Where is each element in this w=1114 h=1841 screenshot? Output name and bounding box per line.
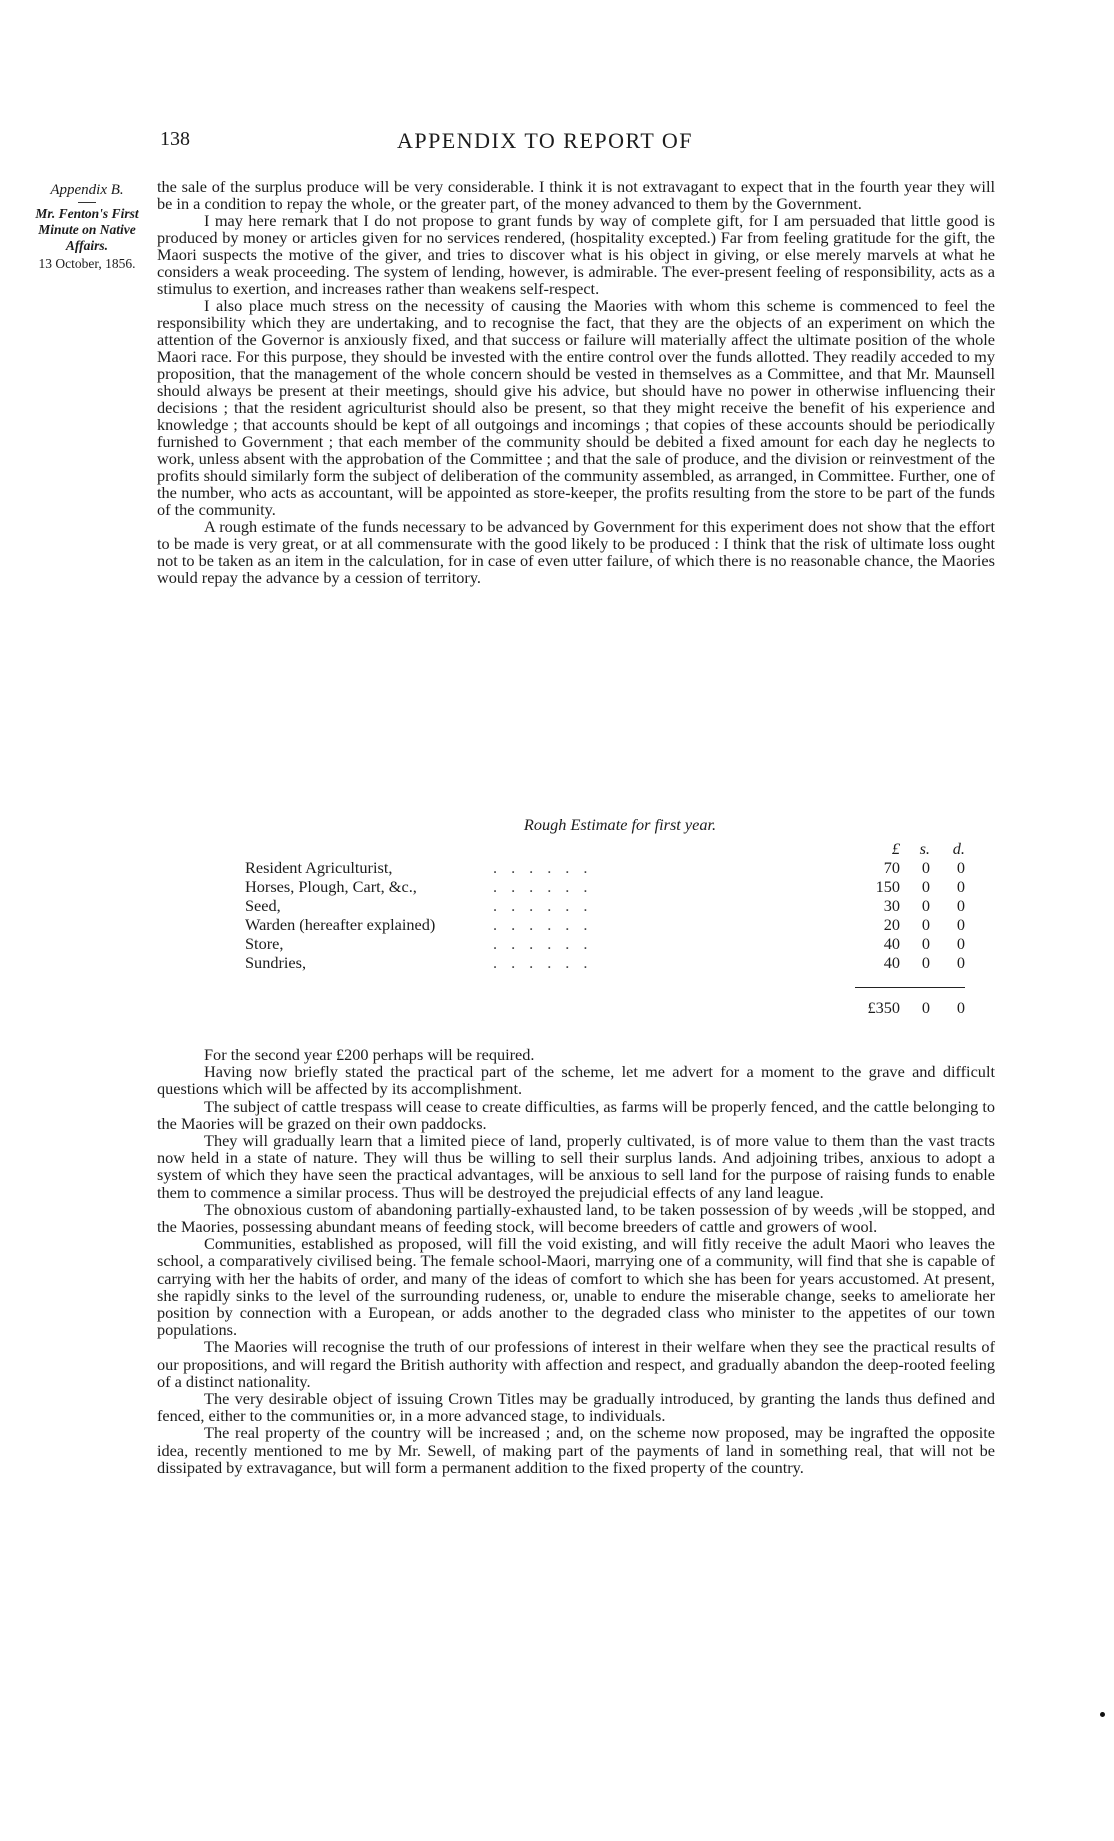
estimate-row [245, 953, 965, 972]
paragraph: A rough estimate of the funds necessary to be advanced by Government for this experiment does not show that the effort to be made is very great, or at all commensurate with the good likely to be produced : I think that the risk of ultimate loss ought not to be taken as an item in the calculation, for in case of even utter failure, of which there is no reasonable chance, the Maories would repay the advance by a cession of territory. [157, 517, 995, 587]
margin-minute-line2: Minute on Native [38, 222, 136, 237]
paragraph: the sale of the surplus produce will be very considerable. I think it is not extravagant to expect that in the fourth year they will be in a condition to repay the whole, or the greater part, of the money advanced to them by the Government. [157, 177, 995, 213]
estimate-item: Seed, [245, 896, 281, 915]
estimate-item: Resident Agriculturist, [245, 858, 393, 877]
paragraph: The obnoxious custom of abandoning partially-exhausted land, to be taken possession of by weeds ,will be stopped, and the Maories, possessing abundant means of feeding stock, will become breeders of cattle and growers of wool. [157, 1199, 995, 1237]
paragraph: Communities, established as proposed, will fill the void existing, and will fitly receive the adult Maori who leaves the school, a comparatively civilised being. The female school-Maori, marrying one of a community, will find that she is capable of carrying with her the habits of order, and many of the ideas of comfort to which she has been for years accustomed. At present, she rapidly sinks to the level of the surrounding rudeness, or, unable to endure the miserable change, seeks to ameliorate her position by connection with a European, or adds another to the degraded class who minister to the appetites of our town populations. [157, 1234, 995, 1340]
running-head: APPENDIX TO REPORT OF [396, 128, 694, 153]
estimate-total-row [245, 998, 965, 1017]
paragraph: I also place much stress on the necessity of causing the Maories with whom this scheme is commenced to feel the responsibility which they are undertaking, and to recognise the fact, that they are the objects of an experiment on which the attention of the Governor is anxiously fixed, and that success or failure will materially affect the ultimate position of the whole Maori race. For this purpose, they should be invested with the entire control over the funds allotted. They readily acceded to my proposition, that the management of the whole concern should be vested in themselves as a Committee, and that Mr. Maunsell should always be present at their meetings, should give his advice, but should have no power in otherwise influencing their decisions ; that the resident agriculturist should also be present, so that they might receive the benefit of his experience and knowledge ; that accounts should be kept of all outgoings and incomings ; that copies of these accounts should be periodically furnished to Government ; that each member of the community should be debited a fixed amount for each day he neglects to work, unless absent with the approbation of the Committee ; and that the sale of produce, and the division or reinvestment of the profits should similarly form the subject of deliberation of the community assembled, as arranged, in Committee. Further, one of the number, who acts as accountant, will be appointed as store-keeper, the profits resulting from the store to be part of the funds of the community. [157, 296, 995, 519]
leader-dots: ...... [493, 896, 602, 915]
estimate-table [245, 815, 965, 1017]
pence: 0 [956, 953, 965, 972]
margin-notes [22, 182, 152, 272]
pounds: 20 [883, 915, 900, 934]
unit-pence: d. [952, 839, 965, 858]
shillings: 0 [921, 877, 930, 896]
shillings: 0 [921, 896, 930, 915]
estimate-item: Sundries, [245, 953, 307, 972]
body-text-lower [157, 1046, 995, 1476]
estimate-item: Horses, Plough, Cart, &c., [245, 877, 417, 896]
total-pounds: £350 [867, 998, 900, 1017]
estimate-row [245, 858, 965, 877]
paragraph: The very desirable object of issuing Crown Titles may be gradually introduced, by granting the lands thus defined and fenced, either to the communities or, in a more advanced stage, to individuals. [157, 1389, 995, 1426]
estimate-row [245, 896, 965, 915]
paragraph: Having now briefly stated the practical part of the scheme, let me advert for a moment to the grave and difficult questions which will be affected by its accomplishment. [157, 1062, 995, 1099]
leader-dots: ...... [493, 858, 602, 877]
unit-pounds: £ [891, 839, 900, 858]
paragraph: The Maories will recognise the truth of our professions of interest in their welfare when they see the practical results of our propositions, and will regard the British authority with affection and respect, and gradually abandon the deep-rooted feeling of a distinct nationality. [157, 1337, 995, 1391]
margin-date: 13 October, 1856. [38, 256, 136, 271]
pounds: 30 [883, 896, 900, 915]
estimate-row [245, 934, 965, 953]
leader-dots: ...... [493, 877, 602, 896]
pounds: 70 [883, 858, 900, 877]
leader-dots: ...... [493, 915, 602, 934]
shillings: 0 [921, 953, 930, 972]
shillings: 0 [921, 858, 930, 877]
shillings: 0 [921, 915, 930, 934]
page-number: 138 [160, 128, 190, 150]
estimate-units-row [245, 839, 965, 858]
pence: 0 [956, 896, 965, 915]
total-shillings: 0 [921, 998, 930, 1017]
unit-shillings: s. [919, 839, 930, 858]
shillings: 0 [921, 934, 930, 953]
estimate-row [245, 877, 965, 896]
margin-minute-line3: Affairs. [65, 238, 109, 253]
paragraph: I may here remark that I do not propose to grant funds by way of complete gift, for I am persuaded that little good is produced by money or articles given for no services rendered, (hospitality excepted.) Far from feeling gratitude for the gift, the Maori suspects the motive of the giver, and tries to discover what is his object in giving, or else merely marvels at what he considers a weak proceeding. The system of lending, however, is admirable. The ever-present feeling of responsibility, acts as a stimulus to exertion, and increases rather than weakens self-respect. [157, 211, 995, 298]
body-text-upper [157, 178, 995, 586]
pence: 0 [956, 934, 965, 953]
estimate-title: Rough Estimate for first year. [523, 815, 717, 834]
estimate-item: Warden (hereafter explained) [245, 915, 436, 934]
pounds: 40 [883, 953, 900, 972]
paragraph: The real property of the country will be increased ; and, on the scheme now proposed, may be ingrafted the opposite idea, recently mentioned to me by Mr. Sewell, of making part of the payments of land in something real, that will not be dissipated by extravagance, but will form a permanent addition to the fixed property of the country. [157, 1423, 995, 1477]
pence: 0 [956, 877, 965, 896]
pounds: 40 [883, 934, 900, 953]
margin-rule [78, 202, 96, 203]
estimate-item: Store, [245, 934, 284, 953]
pounds: 150 [875, 877, 900, 896]
paragraph: For the second year £200 perhaps will be required. [204, 1045, 535, 1064]
paragraph: They will gradually learn that a limited piece of land, properly cultivated, is of more value to them than the vast tracts now held in a state of nature. They will thus be willing to sell their surplus lands. And adjoining tribes, anxious to adopt a system of which they have seen the practical advantages, will be anxious to sell land for the purpose of raising funds to enable them to commence a similar process. Thus will be destroyed the prejudicial effects of any land league. [157, 1131, 995, 1202]
total-rule [855, 987, 965, 988]
leader-dots: ...... [493, 934, 602, 953]
ink-speck [1100, 1712, 1105, 1717]
pence: 0 [956, 858, 965, 877]
estimate-row [245, 915, 965, 934]
paragraph: The subject of cattle trespass will cease to create difficulties, as farms will be properly fenced, and the cattle belonging to the Maories will be grazed on their own paddocks. [157, 1096, 995, 1133]
margin-appendix: Appendix B. [50, 182, 124, 198]
pence: 0 [956, 915, 965, 934]
page-header [160, 128, 930, 158]
total-pence: 0 [956, 998, 965, 1017]
margin-minute-line1: Mr. Fenton's First [35, 206, 139, 221]
leader-dots: ...... [493, 953, 602, 972]
